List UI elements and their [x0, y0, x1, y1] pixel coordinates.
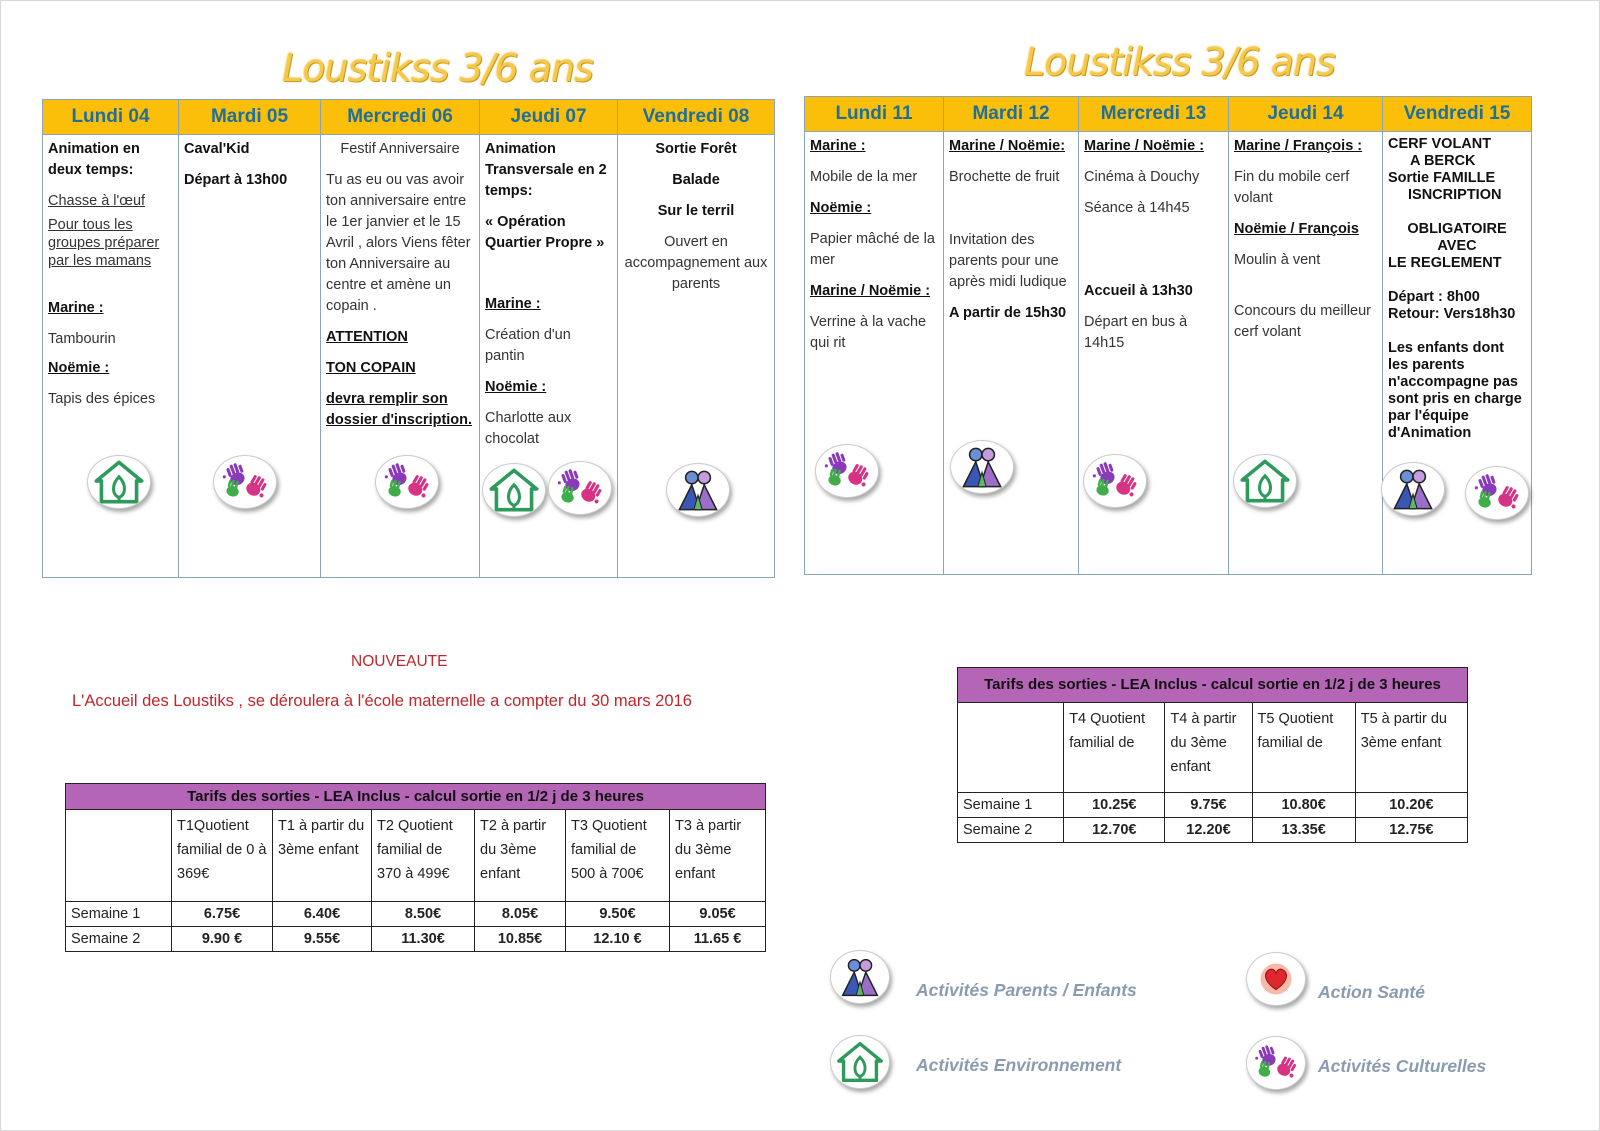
activity-text: Brochette de fruit [949, 169, 1060, 185]
animator-name: Marine / Noëmie : [1084, 138, 1205, 154]
activity-text: Moulin à vent [1234, 252, 1321, 268]
hands-paint-icon [1246, 1036, 1306, 1090]
price-cell: 11.65 € [670, 927, 766, 952]
title-week1: Loustikss 3/6 ans [282, 46, 593, 90]
activity-text: Tapis des épices [48, 391, 156, 407]
animator-name: Marine : [485, 296, 541, 312]
price-cell: 9.50€ [566, 902, 670, 927]
house-leaf-icon [87, 455, 151, 509]
price-cell: 9.55€ [273, 927, 372, 952]
price-cell: 8.50€ [372, 902, 475, 927]
activity-text: Animation en deux temps: [48, 141, 140, 178]
activity-text: Ouvert en accompagnement aux parents [624, 234, 768, 292]
animator-name: Marine / Noëmie: [949, 138, 1066, 154]
activity-text: Départ à 13h00 [184, 172, 288, 188]
legend-culturelles-label: Activités Culturelles [1318, 1056, 1487, 1076]
activity-text: AVEC [1437, 238, 1477, 254]
activity-text: Chasse à l'œuf [48, 193, 146, 209]
hands-paint-icon [375, 455, 439, 509]
activity-text: Pour tous les groupes préparer par les mamans [48, 217, 160, 269]
day-cell-vendredi-15 [1383, 132, 1532, 575]
activity-text: Sur le terril [657, 203, 735, 219]
activity-text: Concours du meilleur cerf volant [1234, 303, 1372, 340]
column-header: T1Quotient familial de 0 à 369€ [172, 810, 273, 902]
legend-sante-label: Action Santé [1318, 982, 1425, 1002]
activity-text: devra remplir son dossier d'inscription. [326, 391, 473, 428]
activity-text: A partir de 15h30 [949, 305, 1067, 321]
schedule-week1 [42, 99, 775, 578]
hands-paint-icon [213, 455, 277, 509]
activity-text: Départ en bus à 14h15 [1084, 314, 1188, 351]
activity-text: LE REGLEMENT [1388, 255, 1502, 271]
activity-text: Sortie Forêt [655, 141, 737, 157]
day-cell-vendredi-08 [618, 135, 775, 578]
activity-text: CERF VOLANT [1388, 136, 1492, 152]
hands-paint-icon [815, 444, 879, 498]
legend-environnement-label: Activités Environnement [916, 1055, 1122, 1075]
price-cell: 9.75€ [1165, 793, 1252, 818]
day-cell-mercredi-13 [1079, 132, 1229, 575]
animator-name: Marine / Noëmie : [810, 283, 931, 299]
row-label: Semaine 1 [958, 793, 1064, 818]
tarif-header: Tarifs des sorties - LEA Inclus - calcul sortie en 1/2 j de 3 heures [66, 784, 766, 810]
activity-text: Verrine à la vache qui rit [810, 314, 927, 351]
price-cell: 10.85€ [475, 927, 566, 952]
day-header: Jeudi 07 [480, 100, 618, 135]
price-cell: 12.20€ [1165, 818, 1252, 843]
house-leaf-icon [1233, 454, 1297, 508]
empty-corner [66, 810, 172, 902]
day-cell-lundi-04 [43, 135, 179, 578]
activity-text: ISNCRIPTION [1408, 187, 1502, 203]
animator-name: Noëmie / François [1234, 221, 1359, 237]
parents-children-icon [950, 440, 1014, 494]
activity-text: Sortie FAMILLE [1388, 170, 1496, 186]
activity-text: Départ : 8h00 [1388, 289, 1480, 305]
animator-name: Marine : [810, 138, 866, 154]
day-cell-mardi-05 [179, 135, 321, 578]
price-cell: 12.75€ [1355, 818, 1467, 843]
day-header: Mercredi 13 [1079, 97, 1229, 132]
column-header: T5 Quotient familial de [1252, 703, 1355, 793]
day-header: Mardi 12 [944, 97, 1079, 132]
price-cell: 12.70€ [1064, 818, 1165, 843]
house-leaf-icon [482, 463, 546, 517]
tarif-table-left [65, 783, 766, 952]
price-cell: 12.10 € [566, 927, 670, 952]
price-cell: 11.30€ [372, 927, 475, 952]
schedule-week2 [804, 96, 1532, 575]
tarif-table-right [957, 667, 1468, 843]
column-header: T3 à partir du 3ème enfant [670, 810, 766, 902]
tarif-header: Tarifs des sorties - LEA Inclus - calcul sortie en 1/2 j de 3 heures [958, 668, 1468, 703]
day-header: Vendredi 15 [1383, 97, 1532, 132]
house-leaf-icon [830, 1035, 890, 1089]
table-row [958, 818, 1468, 843]
day-cell-jeudi-14 [1229, 132, 1383, 575]
table-row [66, 927, 766, 952]
price-cell: 10.80€ [1252, 793, 1355, 818]
day-header: Mercredi 06 [321, 100, 480, 135]
column-header: T2 à partir du 3ème enfant [475, 810, 566, 902]
hands-paint-icon [548, 461, 612, 515]
day-cell-mardi-12 [944, 132, 1079, 575]
day-cell-mercredi-06 [321, 135, 480, 578]
price-cell: 9.05€ [670, 902, 766, 927]
day-cell-jeudi-07 [480, 135, 618, 578]
day-header: Vendredi 08 [618, 100, 775, 135]
activity-text: Balade [672, 172, 720, 188]
activity-text: Retour: Vers18h30 [1388, 306, 1516, 322]
table-row [958, 793, 1468, 818]
price-cell: 6.75€ [172, 902, 273, 927]
notice-heading: NOUVEAUTE [351, 653, 448, 670]
column-header: T4 Quotient familial de [1064, 703, 1165, 793]
parents-children-icon [830, 950, 890, 1004]
day-header: Jeudi 14 [1229, 97, 1383, 132]
activity-text: Fin du mobile cerf volant [1234, 169, 1350, 206]
activity-text: Séance à 14h45 [1084, 200, 1190, 216]
activity-text: Mobile de la mer [810, 169, 918, 185]
animator-name: Noëmie : [48, 360, 110, 376]
row-label: Semaine 2 [66, 927, 172, 952]
activity-text: Tambourin [48, 331, 116, 347]
activity-text: Tu as eu ou vas avoir ton anniversaire entre le 1er janvier et le 15 Avril , alors Viens fêter ton Anniversaire au centre et amène un copain . [326, 172, 471, 314]
title-week2: Loustikss 3/6 ans [1024, 40, 1335, 84]
day-header: Mardi 05 [179, 100, 321, 135]
activity-text: Festif Anniversaire [340, 141, 460, 157]
empty-corner [958, 703, 1064, 793]
price-cell: 13.35€ [1252, 818, 1355, 843]
activity-text: TON COPAIN [326, 360, 416, 376]
activity-text: ATTENTION [326, 329, 408, 345]
column-header: T2 Quotient familial de 370 à 499€ [372, 810, 475, 902]
day-cell-lundi-11 [805, 132, 944, 575]
activity-text: « Opération Quartier Propre » [485, 214, 605, 251]
activity-text: Charlotte aux chocolat [485, 410, 572, 447]
activity-text: Les enfants dont les parents n'accompagne pas sont pris en charge par l'équipe d'Animation [1388, 340, 1522, 441]
activity-text: Caval'Kid [184, 141, 250, 157]
column-header: T3 Quotient familial de 500 à 700€ [566, 810, 670, 902]
day-header: Lundi 11 [805, 97, 944, 132]
column-header: T4 à partir du 3ème enfant [1165, 703, 1252, 793]
activity-text: Animation Transversale en 2 temps: [485, 141, 607, 199]
hands-paint-icon [1083, 454, 1147, 508]
parents-children-icon [1381, 462, 1445, 516]
price-cell: 9.90 € [172, 927, 273, 952]
activity-text: Accueil à 13h30 [1084, 283, 1193, 299]
activity-text: Papier mâché de la mer [810, 231, 935, 268]
price-cell: 6.40€ [273, 902, 372, 927]
price-cell: 8.05€ [475, 902, 566, 927]
activity-text: Invitation des parents pour une après midi ludique [949, 232, 1067, 290]
column-header: T5 à partir du 3ème enfant [1355, 703, 1467, 793]
heart-health-icon [1246, 952, 1306, 1006]
notice-text: L'Accueil des Loustiks , se déroulera à l'école maternelle a compter du 30 mars 2016 [72, 692, 692, 710]
table-row [66, 902, 766, 927]
price-cell: 10.20€ [1355, 793, 1467, 818]
hands-paint-icon [1465, 466, 1529, 520]
animator-name: Marine : [48, 300, 104, 316]
column-header: T1 à partir du 3ème enfant [273, 810, 372, 902]
animator-name: Noëmie : [485, 379, 547, 395]
parents-children-icon [666, 463, 730, 517]
activity-text: A BERCK [1410, 153, 1476, 169]
row-label: Semaine 2 [958, 818, 1064, 843]
price-cell: 10.25€ [1064, 793, 1165, 818]
animator-name: Noëmie : [810, 200, 872, 216]
activity-text: Création d'un pantin [485, 327, 571, 364]
animator-name: Marine / François : [1234, 138, 1363, 154]
row-label: Semaine 1 [66, 902, 172, 927]
day-header: Lundi 04 [43, 100, 179, 135]
activity-text: Cinéma à Douchy [1084, 169, 1200, 185]
legend-parents-label: Activités Parents / Enfants [916, 980, 1137, 1000]
activity-text: OBLIGATOIRE [1407, 221, 1507, 237]
